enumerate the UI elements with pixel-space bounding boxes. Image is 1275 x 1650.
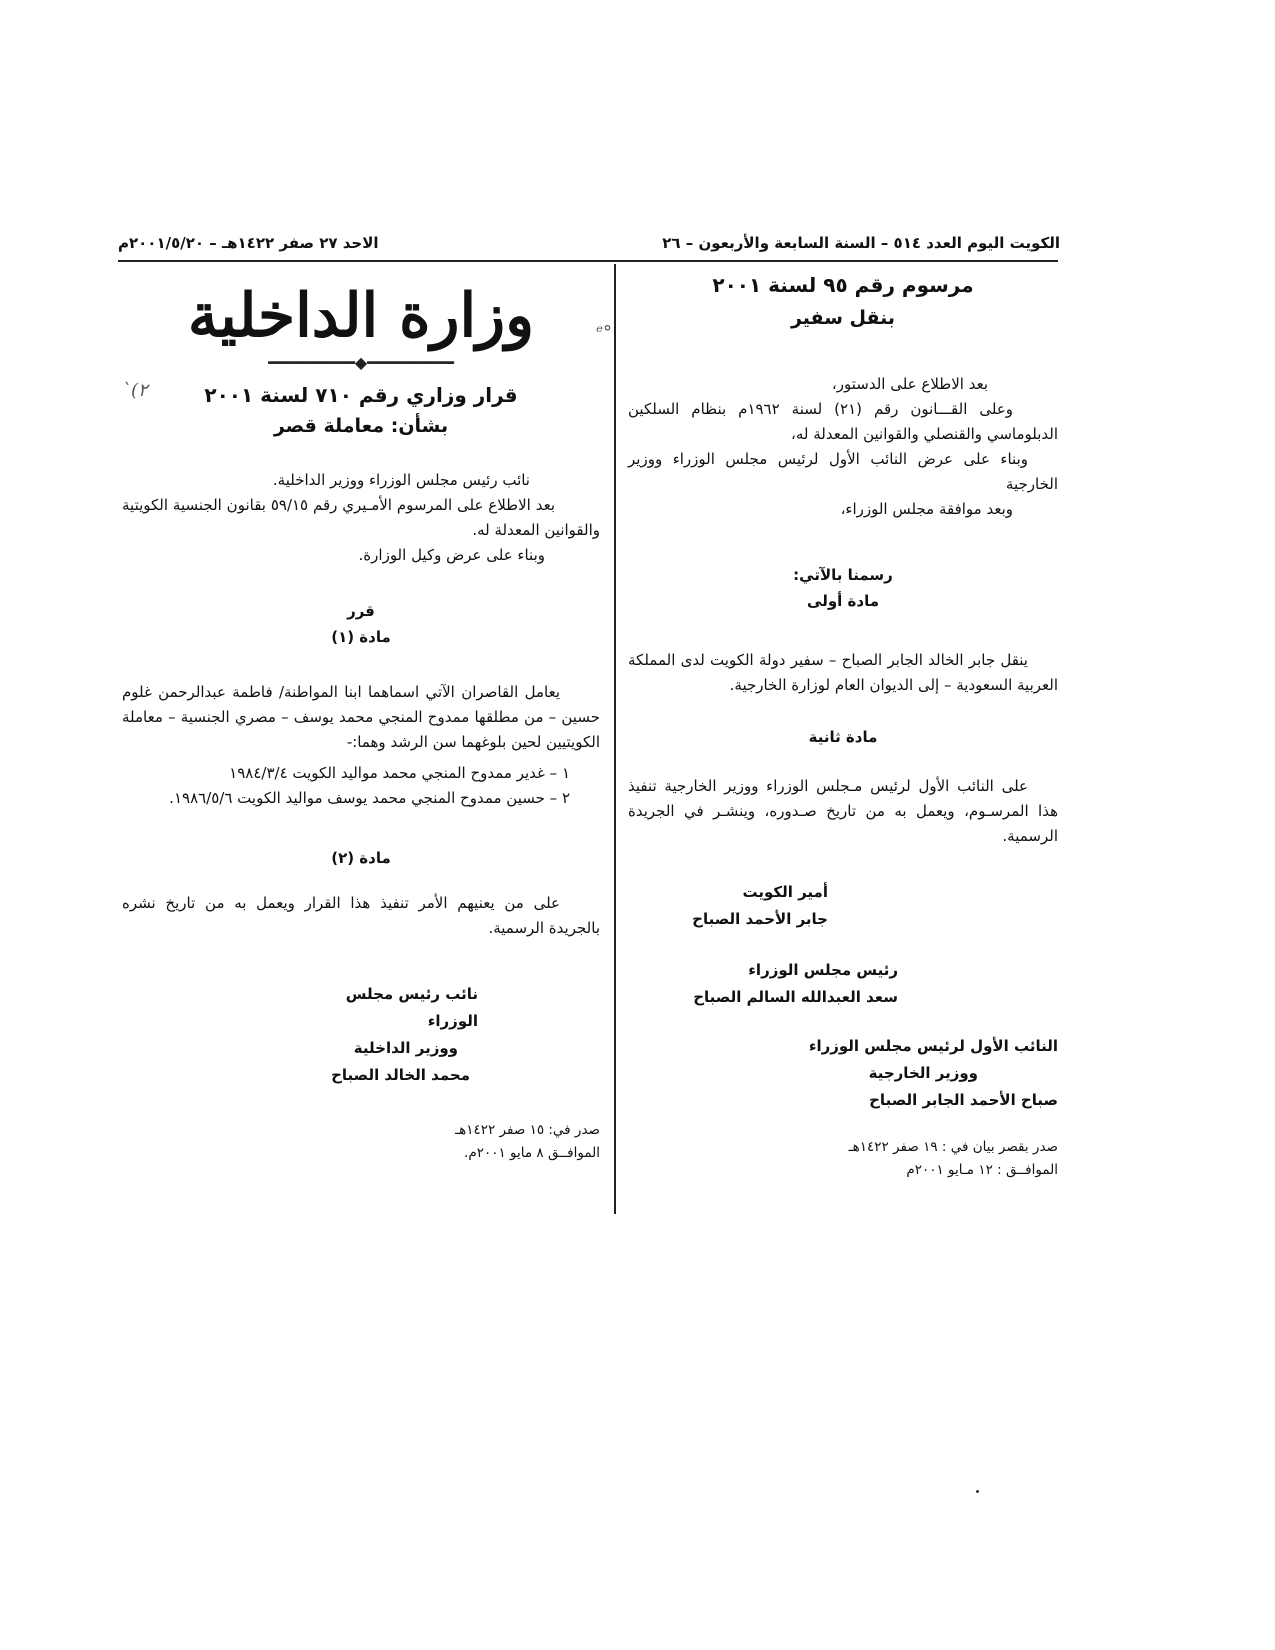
preamble-line: نائب رئيس مجلس الوزراء ووزير الداخلية. bbox=[272, 471, 530, 489]
ministry-issue-date bbox=[122, 1119, 600, 1165]
preamble-line: وعلى القـــانون رقم (٢١) لسنة ١٩٦٢م بنظام السلكين الدبلوماسي والقنصلي والقوانين المعدلة له، bbox=[628, 400, 1058, 443]
preamble-line: بعد الاطلاع على الدستور، bbox=[831, 375, 988, 393]
decree-subtitle: بنقل سفير bbox=[790, 307, 896, 329]
issued-line: صدر في: ١٥ صفر ١٤٢٢هـ bbox=[455, 1122, 600, 1138]
dpm-signature bbox=[628, 1033, 1058, 1114]
minister-signature bbox=[298, 981, 478, 1089]
header-issue: الكويت اليوم العدد ٥١٤ – السنة السابعة والأربعون – ٢٦ bbox=[662, 234, 1060, 252]
corresponding-line: الموافــق ٨ مايو ٢٠٠١م. bbox=[464, 1145, 600, 1161]
emir-name: جابر الأحمد الصباح bbox=[692, 910, 828, 928]
minister-name: محمد الخالد الصباح bbox=[331, 1066, 470, 1084]
dpm-name: صباح الأحمد الجابر الصباح bbox=[869, 1091, 1058, 1109]
ministry-article1-title: مادة (١) bbox=[331, 628, 391, 646]
decree-issue-date bbox=[628, 1136, 1058, 1182]
preamble-line: وبناء على عرض النائب الأول لرئيس مجلس الوزراء ووزير الخارجية bbox=[628, 450, 1058, 493]
minister-title-2: ووزير الداخلية bbox=[353, 1039, 458, 1057]
emir-title: أمير الكويت bbox=[742, 883, 828, 901]
ministry-preamble bbox=[122, 468, 600, 568]
ministry-logo: وزارة الداخلية bbox=[187, 281, 535, 351]
article2-title: مادة ثانية bbox=[808, 728, 878, 746]
decree-column bbox=[628, 270, 1058, 1182]
preamble-line: وبعد موافقة مجلس الوزراء، bbox=[840, 500, 1013, 518]
column-separator bbox=[614, 264, 616, 1214]
ministry-title: قرار وزاري رقم ٧١٠ لسنة ٢٠٠١ bbox=[204, 383, 518, 407]
list-item: ١ – غدير ممدوح المنجي محمد مواليد الكويت ١٩٨٤/٣/٤ bbox=[229, 764, 570, 782]
stray-dot bbox=[976, 1490, 979, 1493]
article1-text: ينقل جابر الخالد الجابر الصباح – سفير دولة الكويت لدى المملكة العربية السعودية – إلى الديوان العام لوزارة الخارجية. bbox=[628, 651, 1058, 694]
header-date: الاحد ٢٧ صفر ١٤٢٢هـ – ٢٠٠١/٥/٢٠م bbox=[118, 234, 379, 252]
handwritten-mark: °ᵉ bbox=[596, 322, 612, 343]
pm-title: رئيس مجلس الوزراء bbox=[748, 961, 898, 979]
minister-title: نائب رئيس مجلس الوزراء bbox=[345, 985, 478, 1030]
minors-list bbox=[122, 761, 600, 811]
emir-signature bbox=[628, 879, 828, 933]
preamble-line: وبناء على عرض وكيل الوزارة. bbox=[358, 546, 545, 564]
preamble-line: بعد الاطلاع على المرسوم الأمـيري رقم ٥٩/١٥ بقانون الجنسية الكويتية والقوانين المعدلة له. bbox=[122, 496, 600, 539]
article2-text: على النائب الأول لرئيس مـجلس الوزراء ووزير الخارجية تنفيذ هذا المرسـوم، ويعمل به من تاريخ صـدوره، وينشـر في الجريدة الرسمية. bbox=[628, 777, 1058, 845]
pm-signature bbox=[628, 957, 898, 1011]
decree-title: مرسوم رقم ٩٥ لسنة ٢٠٠١ bbox=[712, 273, 974, 297]
ministry-article2-title: مادة (٢) bbox=[331, 849, 391, 867]
ministry-column bbox=[122, 270, 600, 1165]
ornament-divider: ━━━━━━━━━◆━━━━━━━━━ bbox=[268, 353, 454, 372]
handwritten-mark: ٢)` bbox=[122, 380, 148, 401]
dpm-title: النائب الأول لرئيس مجلس الوزراء bbox=[808, 1037, 1058, 1055]
issued-line: صدر بقصر بيان في : ١٩ صفر ١٤٢٢هـ bbox=[848, 1139, 1058, 1155]
ministry-article2-text: على من يعنيهم الأمر تنفيذ هذا القرار ويعمل به من تاريخ نشره بالجريدة الرسمية. bbox=[122, 894, 600, 937]
list-item: ٢ – حسين ممدوح المنجي محمد يوسف مواليد الكويت ١٩٨٦/٥/٦. bbox=[169, 789, 570, 807]
pm-name: سعد العبدالله السالم الصباح bbox=[693, 988, 898, 1006]
ministry-article1-text: يعامل القاصران الآتي اسماهما ابنا المواطنة/ فاطمة عبدالرحمن غلوم حسين – من مطلقها ممدوح المنجي محمد يوسف – مصري الجنسية – معاملة الكويتيين لحين بلوغهما سن الرشد وهما:- bbox=[122, 683, 600, 751]
header-rule bbox=[118, 260, 1058, 262]
dpm-title-2: ووزير الخارجية bbox=[868, 1064, 978, 1082]
decree-preamble bbox=[628, 372, 1058, 522]
decided-heading: قرر bbox=[347, 602, 375, 620]
ministry-subtitle: بشأن: معاملة قصر bbox=[273, 415, 449, 437]
decreed-heading: رسمنا بالآتي: bbox=[793, 566, 893, 584]
corresponding-line: الموافــق : ١٢ مـايو ٢٠٠١م bbox=[906, 1162, 1058, 1178]
article1-title: مادة أولى bbox=[807, 592, 879, 610]
